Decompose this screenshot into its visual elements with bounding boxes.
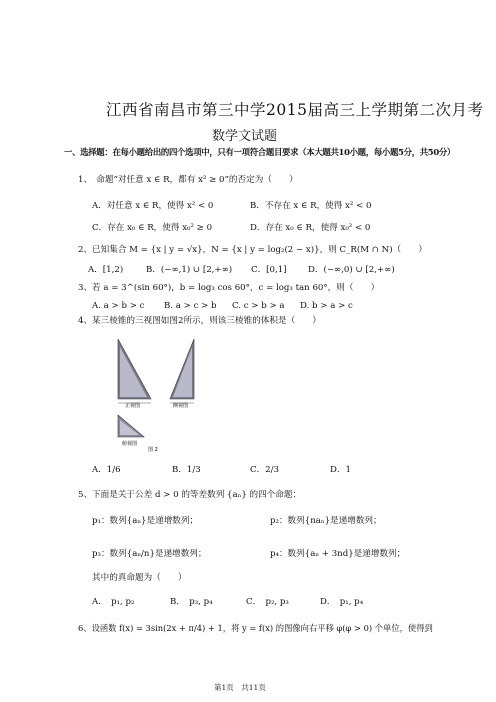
proposition-p2: p₂：数列{naₙ}是递增数列； (270, 516, 382, 526)
question-4-option-d: D．1 (330, 465, 351, 475)
question-2-option-d: D．(−∞,0) ∪ [2,+∞) (308, 265, 395, 275)
figure-caption: 图 2 (148, 447, 158, 453)
side-view-label: 侧视图 (173, 403, 189, 409)
question-2-option-b: B．(−∞,1) ∪ [2,+∞) (146, 265, 233, 275)
question-4-option-c: C．2/3 (250, 465, 279, 475)
page-footer: 第1页 共11页 (214, 683, 266, 692)
side-view (170, 339, 194, 403)
question-4-stem: 4、某三棱锥的三视图如图2所示，则该三棱锥的体积是（ ） (78, 316, 321, 326)
proposition-p4: p₄：数列{aₙ + 3nd}是递增数列； (270, 549, 406, 559)
front-view-label: 正视图 (125, 403, 141, 409)
question-1-option-d: D．存在 x₀ ∈ R，使得 x₀² < 0 (250, 223, 371, 233)
front-view (118, 339, 151, 403)
question-6-stem: 6、设函数 f(x) = 3sin(2x + π/4) + 1，将 y = f(x) 的图像向右平移 φ(φ > 0) 个单位，使得到 (78, 623, 433, 633)
question-1-stem: 1、 命题“对任意 x ∈ R，都有 x² ≥ 0”的否定为（ ） (78, 175, 298, 185)
question-5-stem: 5、下面是关于公差 d > 0 的等差数列 {aₙ} 的四个命题： (78, 490, 302, 500)
question-1-option-b: B．不存在 x ∈ R，使得 x² < 0 (250, 201, 372, 211)
question-5-option-c: C． p₂, p₃ (246, 597, 289, 607)
top-view-label: 俯视图 (122, 441, 138, 447)
question-1-option-a: A．对任意 x ∈ R，使得 x² < 0 (92, 201, 214, 211)
question-3-option-b: B. a > c > b (164, 301, 217, 311)
document-subtitle: 数学文试题 (212, 129, 278, 144)
question-3-stem: 3、若 a = 3^(sin 60°)，b = log₃ cos 60°，c = log₃ tan 60°，则（ ） (78, 283, 380, 293)
question-2-option-a: A．[1,2) (88, 265, 124, 275)
document-title: 江西省南昌市第三中学2015届高三上学期第二次月考 (106, 101, 484, 119)
question-5-option-a: A． p₁, p₂ (92, 597, 135, 607)
question-2-option-c: C．[0,1] (251, 265, 287, 275)
proposition-p3: p₃：数列{aₙ/n}是递增数列； (92, 549, 207, 559)
question-5-option-b: B． p₃, p₄ (170, 597, 213, 607)
question-2-stem: 2、已知集合 M = {x | y = √x}，N = {x | y = log₂(2 − x)}，则 C_R(M ∩ N)（ ） (78, 245, 427, 255)
question-3-option-a: A. a > b > c (92, 301, 145, 311)
question-4-option-a: A．1/6 (92, 465, 121, 475)
top-view (118, 415, 144, 437)
question-5-prompt: 其中的真命题为（ ） (92, 573, 187, 583)
question-1-option-c: C．存在 x₀ ∈ R，使得 x₀² ≥ 0 (92, 223, 213, 233)
proposition-p1: p₁：数列{aₙ}是递增数列； (92, 516, 199, 526)
question-5-option-d: D． p₁, p₄ (320, 597, 364, 607)
three-view-figure (110, 333, 230, 463)
question-4-option-b: B．1/3 (172, 465, 201, 475)
section-heading: 一、选择题：在每小题给出的四个选项中，只有一项符合题目要求（本大题共10小题，每小题5分，共50分） (64, 147, 456, 157)
question-3-option-c: C. c > b > a (232, 301, 285, 311)
question-3-option-d: D. b > a > c (300, 301, 353, 311)
